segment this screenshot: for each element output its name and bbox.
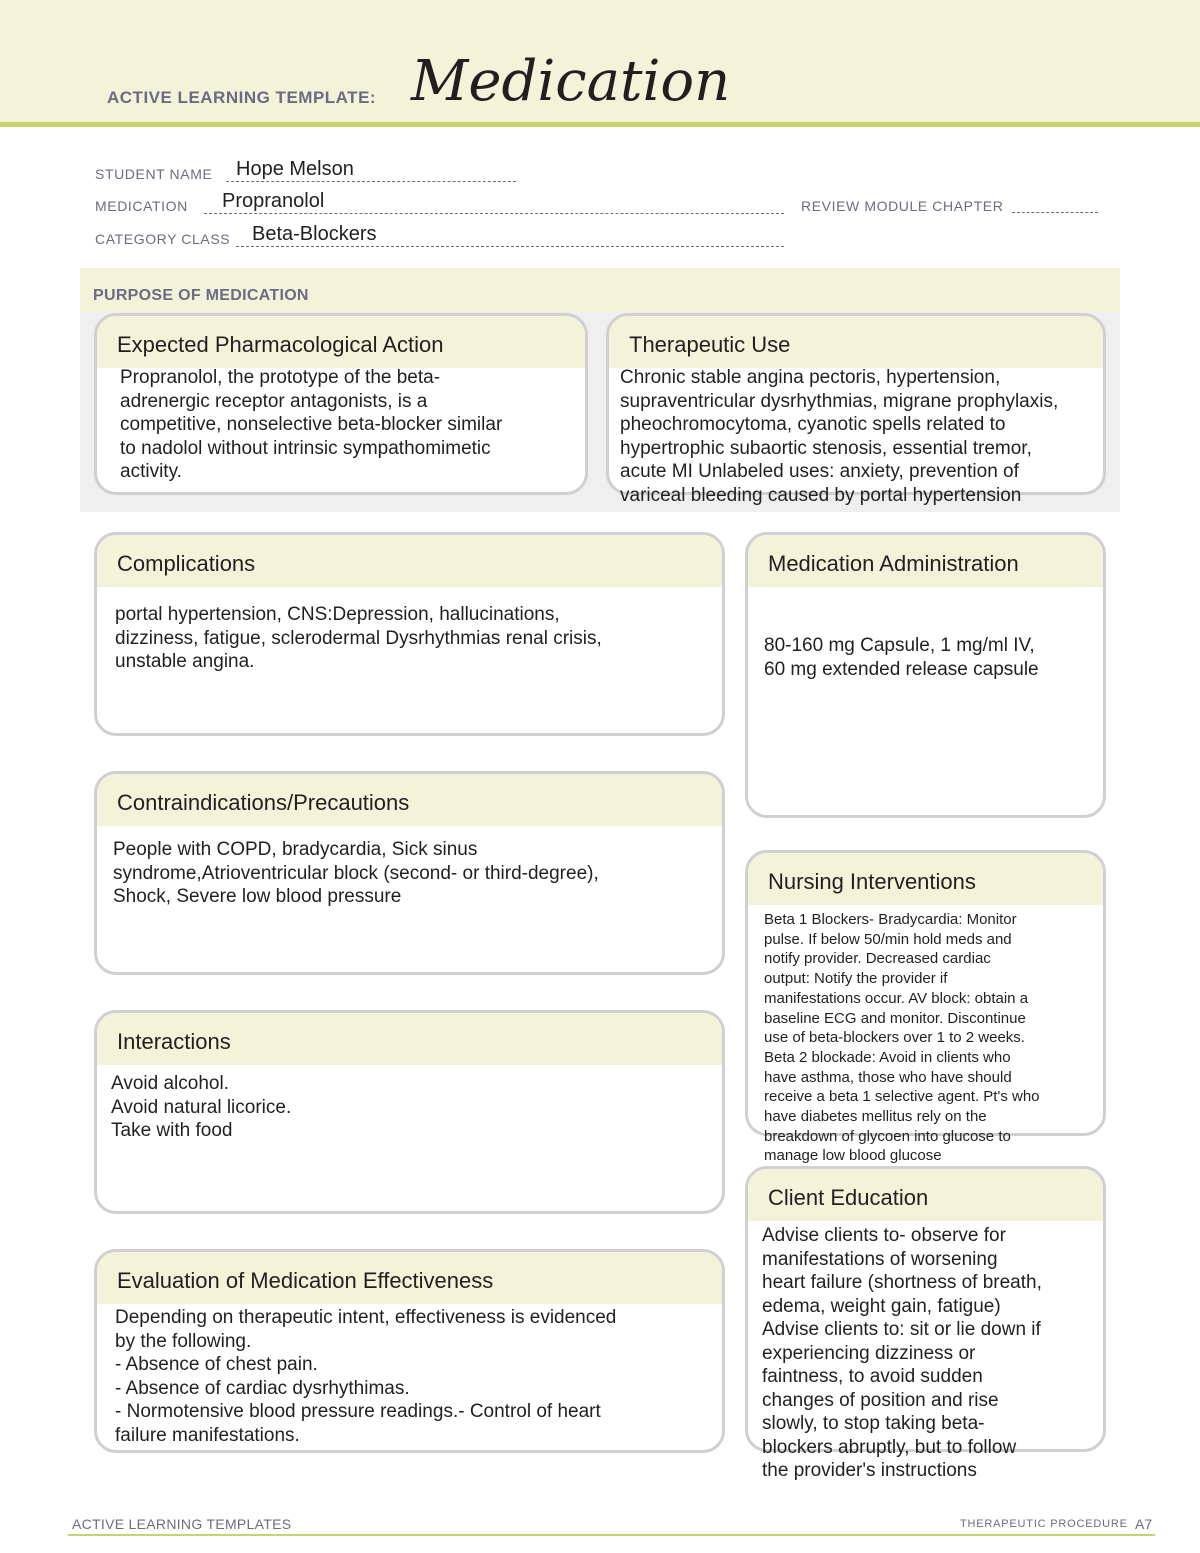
footer-rule xyxy=(68,1534,1155,1536)
contraindications-title: Contraindications/Precautions xyxy=(117,790,410,815)
contraindications-text[interactable]: People with COPD, bradycardia, Sick sinus syndrome,Atrioventricular block (second- or third-degree), Shock, Severe low blood pressure xyxy=(113,839,599,907)
page-number: A7 xyxy=(1135,1516,1153,1532)
student-name-label: STUDENT NAME xyxy=(95,166,213,182)
category-class-label: CATEGORY CLASS xyxy=(95,231,231,247)
interactions-title: Interactions xyxy=(117,1029,231,1054)
expected-action-card xyxy=(94,313,588,495)
expected-action-title: Expected Pharmacological Action xyxy=(117,332,444,357)
nursing-interventions-title: Nursing Interventions xyxy=(768,869,976,894)
interactions-text[interactable]: Avoid alcohol. Avoid natural licorice. Take with food xyxy=(111,1073,292,1141)
header-prefix: ACTIVE LEARNING TEMPLATE: xyxy=(107,88,377,107)
page-title: Medication xyxy=(411,49,731,114)
medication-administration-text[interactable]: 80-160 mg Capsule, 1 mg/ml IV, 60 mg extended release capsule xyxy=(764,635,1039,680)
review-module-label: REVIEW MODULE CHAPTER xyxy=(801,198,1004,214)
header-rule xyxy=(0,122,1200,127)
client-education-title: Client Education xyxy=(768,1185,929,1210)
medication-administration-title: Medication Administration xyxy=(768,551,1019,576)
medication-label: MEDICATION xyxy=(95,198,188,214)
complications-text[interactable]: portal hypertension, CNS:Depression, hallucinations, dizziness, fatigue, sclerodermal Dysrhythmias renal crisis, unstable angina. xyxy=(115,604,602,672)
nursing-interventions-text[interactable]: Beta 1 Blockers- Bradycardia: Monitor pulse. If below 50/min hold meds and notify provider. Decreased cardiac output: Notify the provider if manifestations occur. AV block: obtain a baseline ECG and monitor. Discontinue use of beta-blockers over 1 to 2 weeks. Beta 2 blockade: Avoid in clients who have asthma, those who have should receive a beta 1 selective agent. Pt's who have diabetes mellitus rely on the breakdown of glycoen into glucose to manage low blood glucose xyxy=(764,911,1040,1165)
evaluation-text[interactable]: Depending on therapeutic intent, effectiveness is evidenced by the following. - Absence of chest pain. - Absence of cardiac dysrhythimas. - Normotensive blood pressure readings.- Control of heart failure manifestations. xyxy=(115,1307,617,1446)
evaluation-card xyxy=(94,1249,725,1453)
footer-section: THERAPEUTIC PROCEDURE xyxy=(960,1518,1128,1530)
therapeutic-use-card xyxy=(606,313,1106,506)
evaluation-title: Evaluation of Medication Effectiveness xyxy=(117,1268,494,1293)
medication-field[interactable]: Propranolol xyxy=(204,190,784,214)
footer-title: ACTIVE LEARNING TEMPLATES xyxy=(72,1516,292,1532)
category-class-field[interactable]: Beta-Blockers xyxy=(236,223,784,247)
nursing-interventions-card xyxy=(745,850,1106,1165)
therapeutic-use-text[interactable]: Chronic stable angina pectoris, hypertension, supraventricular dysrhythmias, migrane prophylaxis, pheochromocytoma, cyanotic spells related to hypertrophic subaortic stenosis, essential tremor, acute MI Unlabeled uses: anxiety, prevention of variceal bleeding caused by portal hypertension xyxy=(620,367,1059,506)
therapeutic-use-title: Therapeutic Use xyxy=(629,332,791,357)
complications-card xyxy=(94,532,725,736)
purpose-title: PURPOSE OF MEDICATION xyxy=(93,287,309,304)
review-module-field[interactable] xyxy=(1012,190,1098,213)
client-education-card xyxy=(745,1166,1106,1481)
medication-administration-card xyxy=(745,532,1106,818)
contraindications-card xyxy=(94,771,725,975)
complications-title: Complications xyxy=(117,551,256,576)
expected-action-text[interactable]: Propranolol, the prototype of the beta- adrenergic receptor antagonists, is a competitive, nonselective beta-blocker similar to nadolol without intrinsic sympathomimetic activity. xyxy=(120,367,503,482)
student-name-field[interactable]: Hope Melson xyxy=(226,158,516,182)
client-education-text[interactable]: Advise clients to- observe for manifestations of worsening heart failure (shortness of breath, edema, weight gain, fatigue) Advise clients to: sit or lie down if experiencing dizziness or faintness, to avoid sudden changes of position and rise slowly, to stop taking beta- blockers abruptly, but to follow the provider's instructions xyxy=(762,1225,1042,1481)
interactions-card xyxy=(94,1010,725,1214)
